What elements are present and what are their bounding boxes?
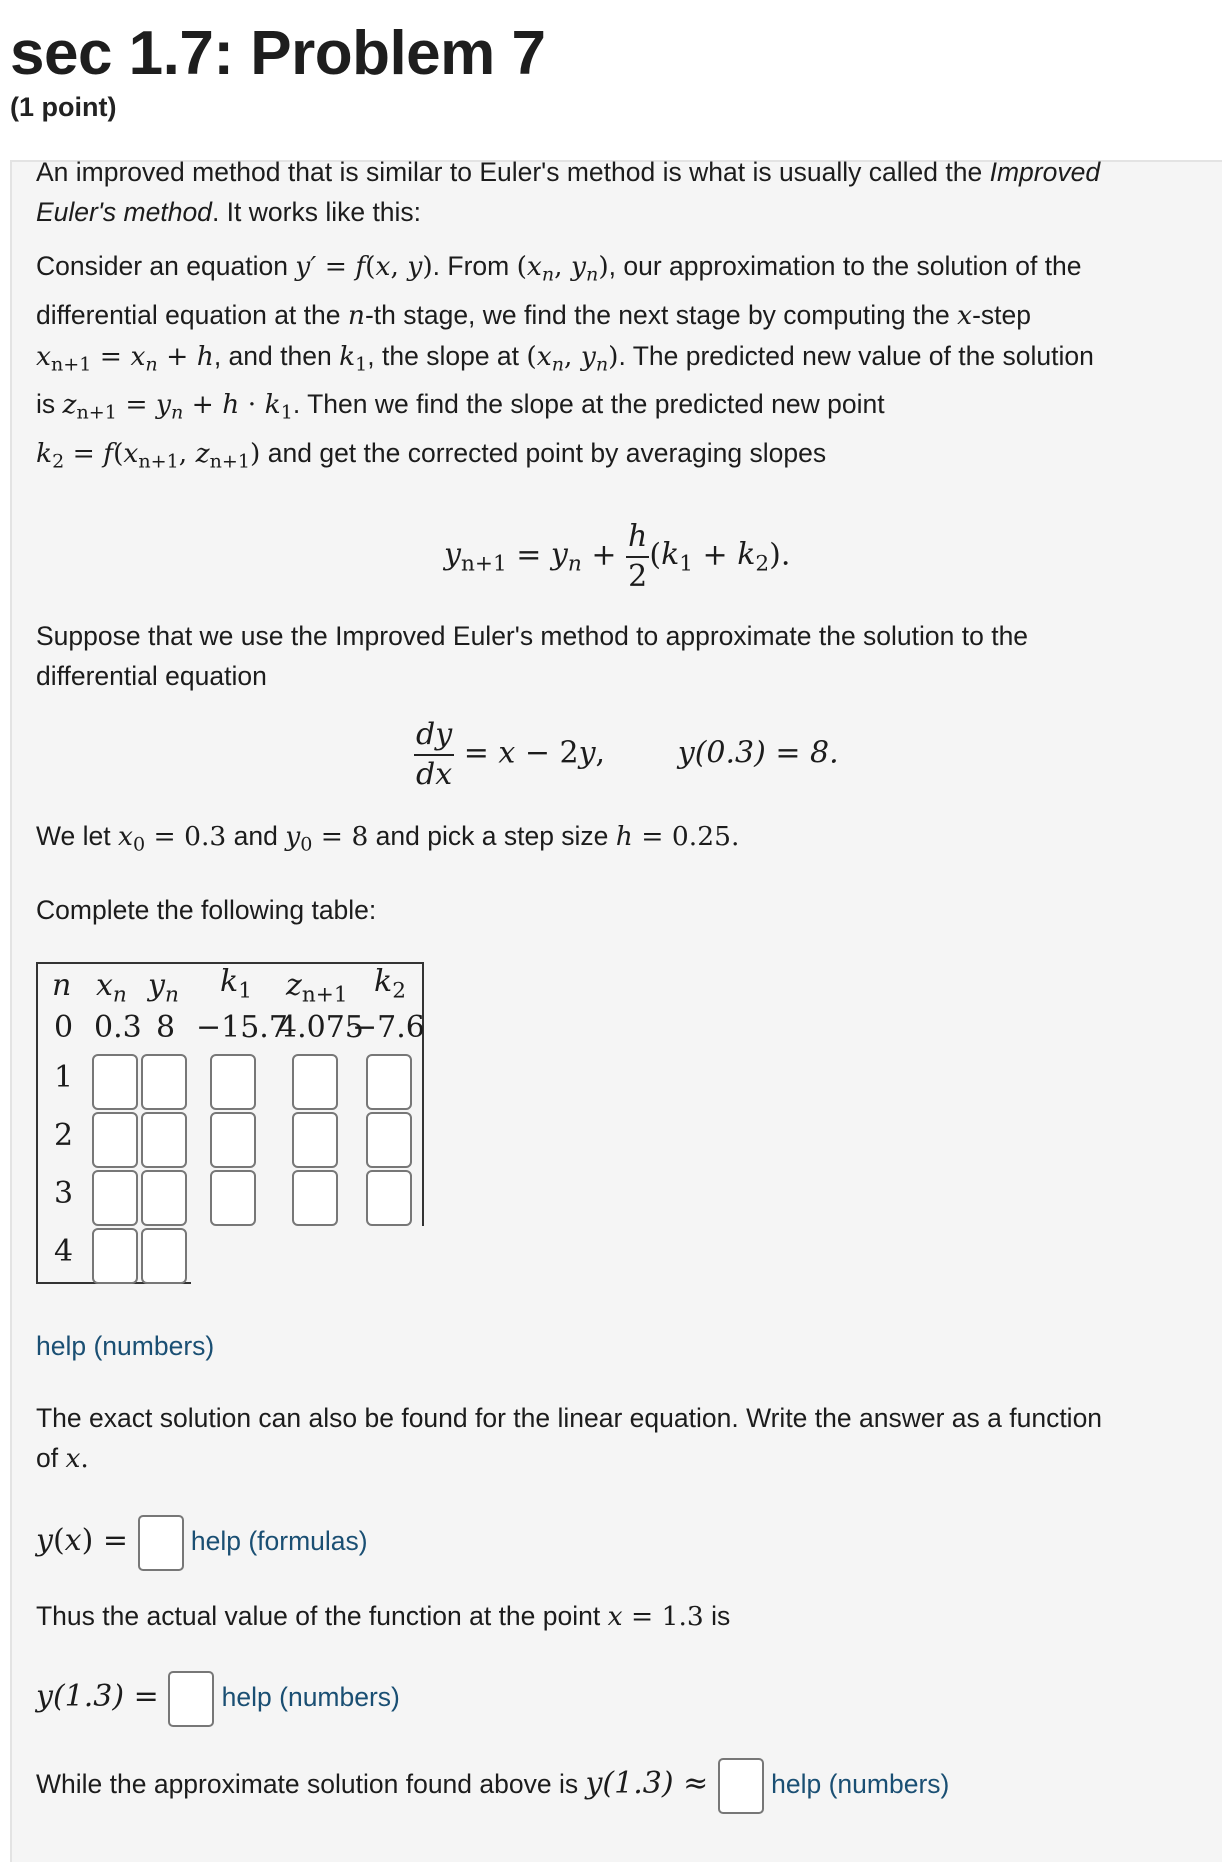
row3-xn-input[interactable] bbox=[92, 1170, 138, 1226]
row0-k2: −7.6 bbox=[352, 1010, 425, 1045]
initial-values: We let $x_0 = 0.3$ and $y_0 = 8$ and pick a step size h = 0.25. bbox=[36, 821, 740, 856]
row2-z-input[interactable] bbox=[292, 1112, 338, 1168]
approx-row: While the approximate solution found above is y(1.3) ≈ help (numbers) bbox=[36, 1756, 949, 1814]
row4-xn-input[interactable] bbox=[92, 1228, 138, 1284]
row2-k1-input[interactable] bbox=[210, 1112, 256, 1168]
page-title: sec 1.7: Problem 7 bbox=[10, 19, 546, 88]
method-description: Consider an equation y′ = f(x, y). From ($x_n$, $y_n$), our approximation to the solution of the differential equation at the n-th stage, we find the next stage by computing the x-step $x_{n+1} = x_n + h$, and then $k_1$, the slope at ($x_n$, $y_n$). The predicted new value of the solution is $z_{n+1} = y_n + h \cdot k_1$. Then we find the slope at the predicted new point $k_2 = f(x_{n+1}$, $z_{n+1}$) and get the corrected point by averaging slopes bbox=[36, 251, 1094, 473]
header-k1: $k_1$ bbox=[220, 964, 252, 1004]
row0-xn: 0.3 bbox=[94, 1010, 142, 1045]
row2-k2-input[interactable] bbox=[366, 1112, 412, 1168]
help-formulas-link[interactable]: help (formulas) bbox=[190, 1526, 368, 1556]
row3-k2-input[interactable] bbox=[366, 1170, 412, 1226]
points-label: (1 point) bbox=[10, 92, 117, 122]
actual-value-paragraph: Thus the actual value of the function at the point x = 1.3 is bbox=[36, 1601, 731, 1632]
help-numbers-link-3[interactable]: help (numbers) bbox=[771, 1769, 950, 1799]
row1-k1-input[interactable] bbox=[210, 1054, 256, 1110]
header-zn1: $z_{n+1}$ bbox=[286, 968, 348, 1008]
row3-n: 3 bbox=[54, 1176, 74, 1211]
row1-z-input[interactable] bbox=[292, 1054, 338, 1110]
y13-exact-input[interactable] bbox=[168, 1671, 214, 1727]
row1-xn-input[interactable] bbox=[92, 1054, 138, 1110]
row2-n: 2 bbox=[54, 1118, 74, 1153]
yx-input[interactable] bbox=[138, 1515, 184, 1571]
intro-paragraph: An improved method that is similar to Euler's method is what is usually called the Improved Euler's method. It works like this: bbox=[36, 157, 1101, 227]
header-k2: $k_2$ bbox=[374, 964, 406, 1004]
y13-approx-input[interactable] bbox=[718, 1758, 764, 1814]
row0-z: 4.075 bbox=[278, 1010, 364, 1045]
header-xn: $x_n$ bbox=[96, 968, 127, 1008]
row3-yn-input[interactable] bbox=[141, 1170, 187, 1226]
row0-n: 0 bbox=[54, 1010, 74, 1045]
improved-euler-formula: $y_{n+1} = y_n$ + $\frac{h}{2}$ $(k_1 + k_2)$. bbox=[444, 519, 791, 594]
row1-yn-input[interactable] bbox=[141, 1054, 187, 1110]
row1-k2-input[interactable] bbox=[366, 1054, 412, 1110]
table-instruction: Complete the following table: bbox=[36, 895, 377, 925]
header-n: n bbox=[52, 968, 72, 1003]
y13-answer-row: y(1.3) = help (numbers) bbox=[36, 1669, 400, 1727]
help-numbers-link[interactable]: help (numbers) bbox=[36, 1331, 215, 1361]
yx-answer-row: y(x) = help (formulas) bbox=[36, 1513, 368, 1571]
row3-k1-input[interactable] bbox=[210, 1170, 256, 1226]
header-yn: $y_n$ bbox=[148, 968, 179, 1008]
differential-equation: $\frac{dy}{dx}$ = x − 2y, y(0.3) = 8. bbox=[416, 717, 839, 792]
row4-n: 4 bbox=[54, 1234, 74, 1269]
exact-solution-paragraph: The exact solution can also be found for the linear equation. Write the answer as a function of x. bbox=[36, 1403, 1103, 1474]
row3-z-input[interactable] bbox=[292, 1170, 338, 1226]
row2-xn-input[interactable] bbox=[92, 1112, 138, 1168]
row0-yn: 8 bbox=[156, 1010, 176, 1045]
row4-yn-input[interactable] bbox=[141, 1228, 187, 1284]
help-numbers-link-2[interactable]: help (numbers) bbox=[221, 1682, 400, 1712]
suppose-paragraph: Suppose that we use the Improved Euler's method to approximate the solution to the differential equation bbox=[36, 621, 1029, 691]
row0-k1: −15.7 bbox=[196, 1010, 288, 1045]
row2-yn-input[interactable] bbox=[141, 1112, 187, 1168]
row1-n: 1 bbox=[54, 1060, 74, 1095]
